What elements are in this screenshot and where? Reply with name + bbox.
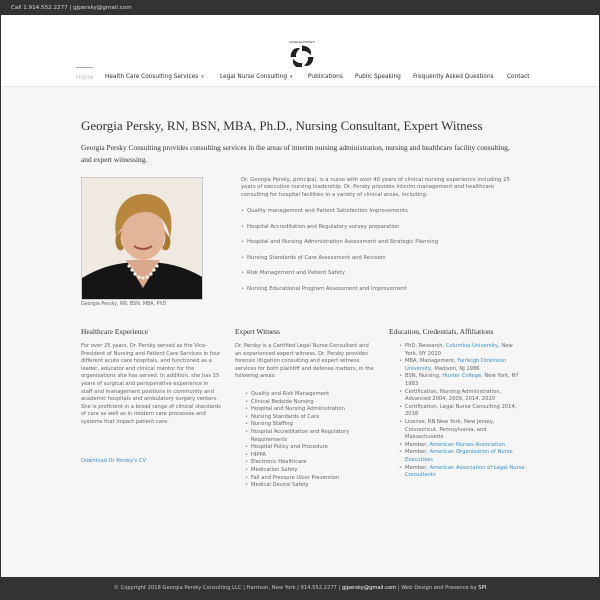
list-item: • Hospital and Nursing Administration Assessment and Strategic Planning <box>241 239 541 255</box>
list-item: • Medication Safety <box>245 467 373 475</box>
list-item: • Hospital and Nursing Administration <box>245 406 373 414</box>
list-item: • Nursing Educational Program Assessment and Improvement <box>241 286 541 302</box>
item-text: BSN, Nursing, <box>405 373 443 380</box>
experience-text: For over 25 years, Dr. Persky served as the Vice-President of Nursing and Patient Care Services in four different acute care hospitals, and functioned as a leader, educator and clinical mentor for the organizations she has served. In addition, she has 15 years of surgical and perioperative experience in staff and management positions in community and academic hospitals and ambulatory surgery centers. She is proficient in a broad range of clinical standards of care as well as in modern care processes and systems that impact patient care. <box>81 343 221 425</box>
list-item: • Quality management and Patient Satisfaction Improvements <box>241 208 541 224</box>
list-item <box>399 343 525 358</box>
list-item: • Nursing Staffing <box>245 421 373 429</box>
item-text: , New York, NY 1983 <box>405 373 519 387</box>
list-item <box>399 358 525 373</box>
list-item: • Fall and Pressure Ulcer Prevention <box>245 475 373 483</box>
chevron-down-icon: ▾ <box>290 74 293 80</box>
item-text: Member, <box>405 441 430 448</box>
footer-text: | Web Design and Presence by <box>396 585 479 591</box>
list-item: • HIPPA <box>245 452 373 460</box>
download-cv-link[interactable]: Download Dr Persky's CV <box>81 458 147 464</box>
portrait-illustration <box>82 178 203 300</box>
logo-text-top: GEORGIA PERSKY <box>289 39 315 44</box>
nav-home[interactable]: Home <box>76 67 93 87</box>
list-item: • License, RN New York, New Jersey, Connecticut, Pennsylvania, and Massachusetts <box>399 419 525 442</box>
footer-email-link[interactable]: gjpersky@gmail.com <box>341 585 397 591</box>
item-text: , New York, NY 2010 <box>405 343 513 357</box>
list-item: • Hospital Policy and Procedure <box>245 444 373 452</box>
list-item: • Nursing Standards of Care Assessment and Revision <box>241 255 541 271</box>
top-contact[interactable]: Call 1.914.552.2277 | gjpersky@gmail.com <box>11 5 132 11</box>
footer-text: © Copyright 2018 Georgia Persky Consulting LLC | Harrison, New York | 914.552.2277 | <box>113 585 342 591</box>
list-item: • Hospital Accreditation and Regulatory Requirements <box>245 429 373 444</box>
item-text: MBA, Management, <box>405 358 458 365</box>
footer-credit-link[interactable]: SPI <box>478 585 487 591</box>
expert-text: Dr. Persky is a Certified Legal Nurse Consultant and an experienced expert witness. Dr. Persky provides forensic litigation consulting and expert witness services for both plaintiff and defense matters, in the following areas: <box>235 343 374 380</box>
list-item <box>399 449 525 464</box>
expert-areas-list <box>245 391 373 490</box>
footer <box>1 577 599 599</box>
bio-text: Dr. Georgia Persky, principal, is a nurse with over 40 years of clinical nursing experience including 25 years of executive nursing leadership. Dr. Persky provides interim management and healthcare consulting for hospital facilities in a variety of clinical areas, including: <box>241 177 510 198</box>
list-item: • Hospital Accreditation and Regulatory survey preparation <box>241 224 541 240</box>
hunter-link[interactable]: Hunter College <box>442 373 482 380</box>
aone-link[interactable]: American Organization of Nurse Executives <box>405 449 513 463</box>
nav-publications[interactable]: Publications <box>308 74 343 80</box>
fdu-link[interactable]: Fairleigh Dickinson University <box>405 358 507 372</box>
main-nav <box>1 67 599 87</box>
list-item: • Electronic Healthcare <box>245 459 373 467</box>
item-text: Member, <box>405 449 430 456</box>
list-item: • Clinical Bedside Nursing <box>245 399 373 407</box>
top-bar <box>1 1 599 15</box>
portrait-photo <box>81 177 203 300</box>
chevron-down-icon: ▾ <box>201 74 204 80</box>
list-item <box>399 373 525 388</box>
education-heading: Education, Credentials, Affiliations <box>389 327 494 336</box>
experience-heading: Healthcare Experience <box>81 327 149 336</box>
item-text: , Madison, NJ 1986 <box>431 365 480 372</box>
nav-public-speaking[interactable]: Public Speaking <box>355 74 401 80</box>
education-list <box>399 343 525 480</box>
photo-caption: Georgia Persky, RN, BSN, MBA, PhD <box>81 302 167 307</box>
list-item: • Certification, Legal Nurse Consulting 2014, 2018 <box>399 404 525 419</box>
expert-heading: Expert Witness <box>235 327 280 336</box>
page-title: Georgia Persky, RN, BSN, MBA, Ph.D., Nursing Consultant, Expert Witness <box>81 118 483 133</box>
item-text: PhD, Research, <box>405 343 446 349</box>
clinical-areas-list <box>241 208 541 301</box>
intro-text: Georgia Persky Consulting provides consulting services in the areas of interim nursing administration, nursing and healthcare facility consulting, and expert witnessing. <box>81 143 510 164</box>
columbia-link[interactable]: Columbia University <box>445 343 499 349</box>
main-content <box>1 87 599 577</box>
item-text: Member, <box>405 464 430 471</box>
aalnc-link[interactable]: American Association of Legal Nurse Consultants <box>405 464 525 479</box>
nav-legal-nurse-consulting[interactable] <box>220 67 293 87</box>
list-item: • Risk Management and Patient Safety <box>241 270 541 286</box>
nav-faq[interactable]: Frequently Asked Questions <box>413 74 494 80</box>
nav-health-care-consulting[interactable] <box>105 67 204 87</box>
list-item: • Certification, Nursing Administration, Advanced 2004, 2009, 2014, 2020 <box>399 389 525 404</box>
header <box>1 15 599 67</box>
nav-label: Health Care Consulting Services <box>105 74 199 80</box>
nav-contact[interactable]: Contact <box>507 74 530 80</box>
list-item: • Nursing Standards of Care <box>245 414 373 422</box>
list-item <box>399 465 525 480</box>
list-item: • Quality and Risk Management <box>245 391 373 399</box>
list-item <box>399 442 525 450</box>
ana-link[interactable]: American Nurses Association <box>429 441 506 448</box>
list-item: • Medical Device Safety <box>245 482 373 490</box>
nav-label: Legal Nurse Consulting <box>220 74 288 80</box>
